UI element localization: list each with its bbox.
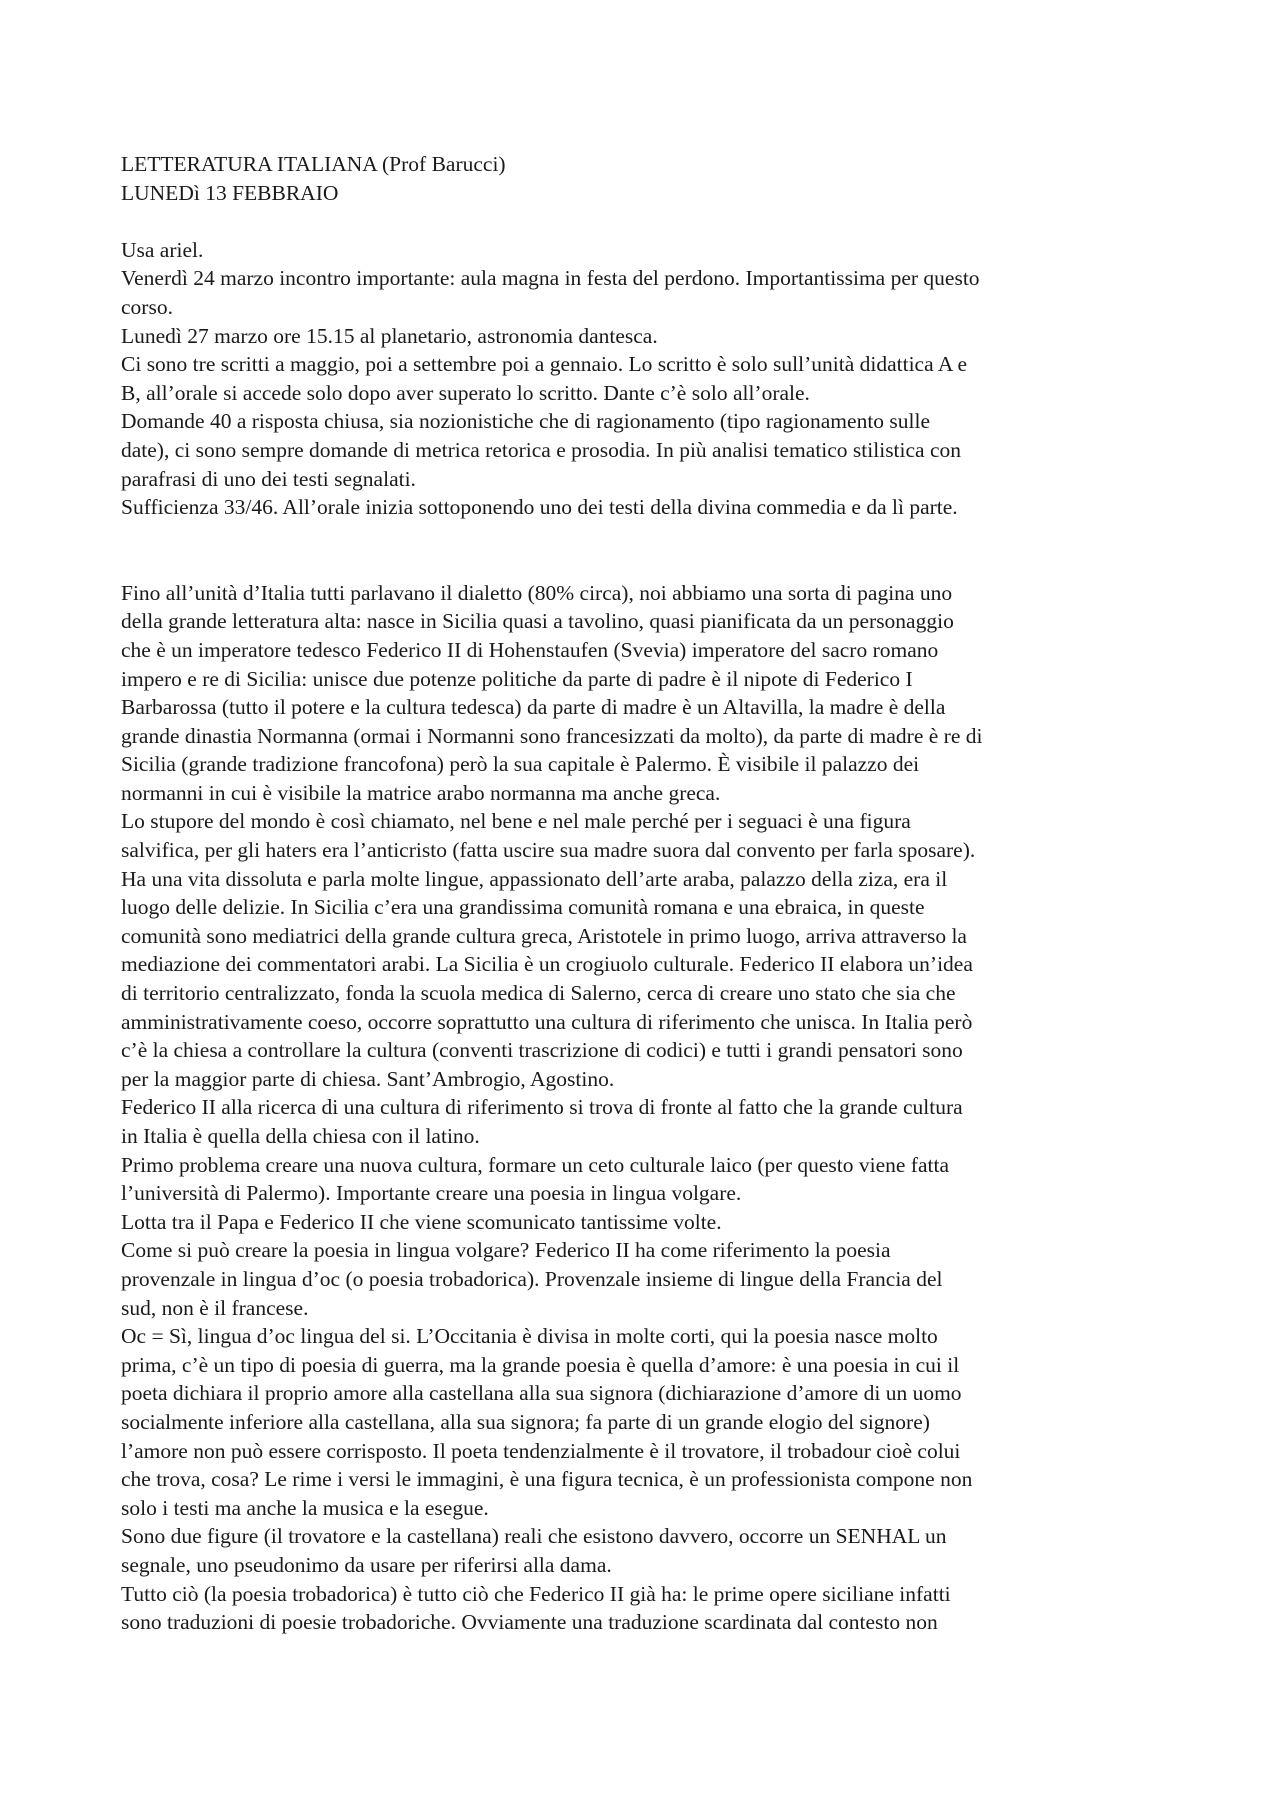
text-line: l’amore non può essere corrisposto. Il poeta tendenzialmente è il trovatore, il trobadour cioè colui	[121, 1438, 961, 1463]
text-line: che è un imperatore tedesco Federico II di Hohenstaufen (Svevia) imperatore del sacro romano	[121, 637, 939, 662]
course-info-section	[121, 236, 1171, 522]
text-line: Oc = Sì, lingua d’oc lingua del si. L’Occitania è divisa in molte corti, qui la poesia nasce molto	[121, 1324, 938, 1349]
text-line: provenzale in lingua d’oc (o poesia trobadorica). Provenzale insieme di lingue della Francia del	[121, 1266, 943, 1291]
text-line: B, all’orale si accede solo dopo aver superato lo scritto. Dante c’è solo all’orale.	[121, 380, 810, 405]
text-line: l’università di Palermo). Importante creare una poesia in lingua volgare.	[121, 1181, 742, 1206]
text-line: Lo stupore del mondo è così chiamato, nel bene e nel male perché per i seguaci è una figura	[121, 809, 911, 834]
text-line: impero e re di Sicilia: unisce due potenze politiche da parte di padre è il nipote di Federico I	[121, 666, 913, 691]
text-line: Lotta tra il Papa e Federico II che viene scomunicato tantissime volte.	[121, 1209, 722, 1234]
text-line: per la maggior parte di chiesa. Sant’Ambrogio, Agostino.	[121, 1066, 615, 1091]
text-line: poeta dichiara il proprio amore alla castellana alla sua signora (dichiarazione d’amore di un uomo	[121, 1381, 962, 1406]
text-line: Lunedì 27 marzo ore 15.15 al planetario, astronomia dantesca.	[121, 323, 658, 348]
text-line: Usa ariel.	[121, 237, 204, 262]
text-line: Sono due figure (il trovatore e la castellana) reali che esistono davvero, occorre un SENHAL un	[121, 1524, 947, 1549]
text-line: parafrasi di uno dei testi segnalati.	[121, 466, 416, 491]
text-line: Venerdì 24 marzo incontro importante: aula magna in festa del perdono. Importantissima per questo	[121, 266, 980, 291]
text-line: luogo delle delizie. In Sicilia c’era una grandissima comunità romana e una ebraica, in queste	[121, 895, 925, 920]
text-line: Sicilia (grande tradizione francofona) però la sua capitale è Palermo. È visibile il palazzo dei	[121, 752, 920, 777]
text-line: sud, non è il francese.	[121, 1295, 309, 1320]
lecture-date: LUNEDì 13 FEBBRAIO	[121, 180, 339, 205]
text-line: Ci sono tre scritti a maggio, poi a settembre poi a gennaio. Lo scritto è solo sull’unità didattica A e	[121, 352, 968, 377]
text-line: grande dinastia Normanna (ormai i Normanni sono francesizzati da molto), da parte di madre è re di	[121, 723, 983, 748]
text-line: Federico II alla ricerca di una cultura di riferimento si trova di fronte al fatto che la grande cultura	[121, 1095, 963, 1120]
text-line: Domande 40 a risposta chiusa, sia nozionistiche che di ragionamento (tipo ragionamento sulle	[121, 409, 931, 434]
text-line: Come si può creare la poesia in lingua volgare? Federico II ha come riferimento la poesia	[121, 1238, 891, 1263]
text-line: Tutto ciò (la poesia trobadorica) è tutto ciò che Federico II già ha: le prime opere siciliane infatti	[121, 1581, 951, 1606]
text-line: di territorio centralizzato, fonda la scuola medica di Salerno, cerca di creare uno stato che sia che	[121, 981, 956, 1006]
text-line: corso.	[121, 294, 173, 319]
text-line: Primo problema creare una nuova cultura, formare un ceto culturale laico (per questo viene fatta	[121, 1152, 949, 1177]
document-body	[121, 150, 1171, 1637]
text-line: comunità sono mediatrici della grande cultura greca, Aristotele in primo luogo, arriva attraverso la	[121, 923, 967, 948]
text-line: Ha una vita dissoluta e parla molte lingue, appassionato dell’arte araba, palazzo della ziza, era il	[121, 866, 948, 891]
text-line: normanni in cui è visibile la matrice arabo normanna ma anche greca.	[121, 780, 721, 805]
text-line: segnale, uno pseudonimo da usare per riferirsi alla dama.	[121, 1552, 612, 1577]
text-line: prima, c’è un tipo di poesia di guerra, ma la grande poesia è quella d’amore: è una poesia in cui il	[121, 1352, 960, 1377]
text-line: salvifica, per gli haters era l’anticristo (fatta uscire sua madre suora dal convento per farla sposare).	[121, 838, 976, 863]
spacer	[121, 207, 1171, 236]
text-line: c’è la chiesa a controllare la cultura (conventi trascrizione di codici) e tutti i grandi pensatori sono	[121, 1038, 963, 1063]
lecture-notes-section	[121, 579, 1171, 1637]
text-line: sono traduzioni di poesie trobadoriche. Ovviamente una traduzione scardinata dal contesto non	[121, 1610, 938, 1635]
text-line: socialmente inferiore alla castellana, alla sua signora; fa parte di un grande elogio del signore)	[121, 1409, 930, 1434]
text-line: Barbarossa (tutto il potere e la cultura tedesca) da parte di madre è un Altavilla, la madre è della	[121, 695, 946, 720]
text-line: solo i testi ma anche la musica e la esegue.	[121, 1495, 489, 1520]
text-line: date), ci sono sempre domande di metrica retorica e prosodia. In più analisi tematico stilistica con	[121, 437, 962, 462]
text-line: mediazione dei commentatori arabi. La Sicilia è un crogiuolo culturale. Federico II elabora un’idea	[121, 952, 973, 977]
text-line: in Italia è quella della chiesa con il latino.	[121, 1124, 480, 1148]
text-line: Fino all’unità d’Italia tutti parlavano il dialetto (80% circa), noi abbiamo una sorta di pagina uno	[121, 580, 953, 605]
document-title: LETTERATURA ITALIANA (Prof Barucci)	[121, 152, 506, 176]
text-line: della grande letteratura alta: nasce in Sicilia quasi a tavolino, quasi pianificata da un personaggio	[121, 609, 954, 634]
text-line: che trova, cosa? Le rime i versi le immagini, è una figura tecnica, è un professionista compone non	[121, 1467, 973, 1492]
text-line: amministrativamente coeso, occorre soprattutto una cultura di riferimento che unisca. In Italia però	[121, 1009, 973, 1034]
text-line: Sufficienza 33/46. All’orale inizia sottoponendo uno dei testi della divina commedia e da lì parte.	[121, 495, 958, 520]
spacer	[121, 522, 1171, 579]
